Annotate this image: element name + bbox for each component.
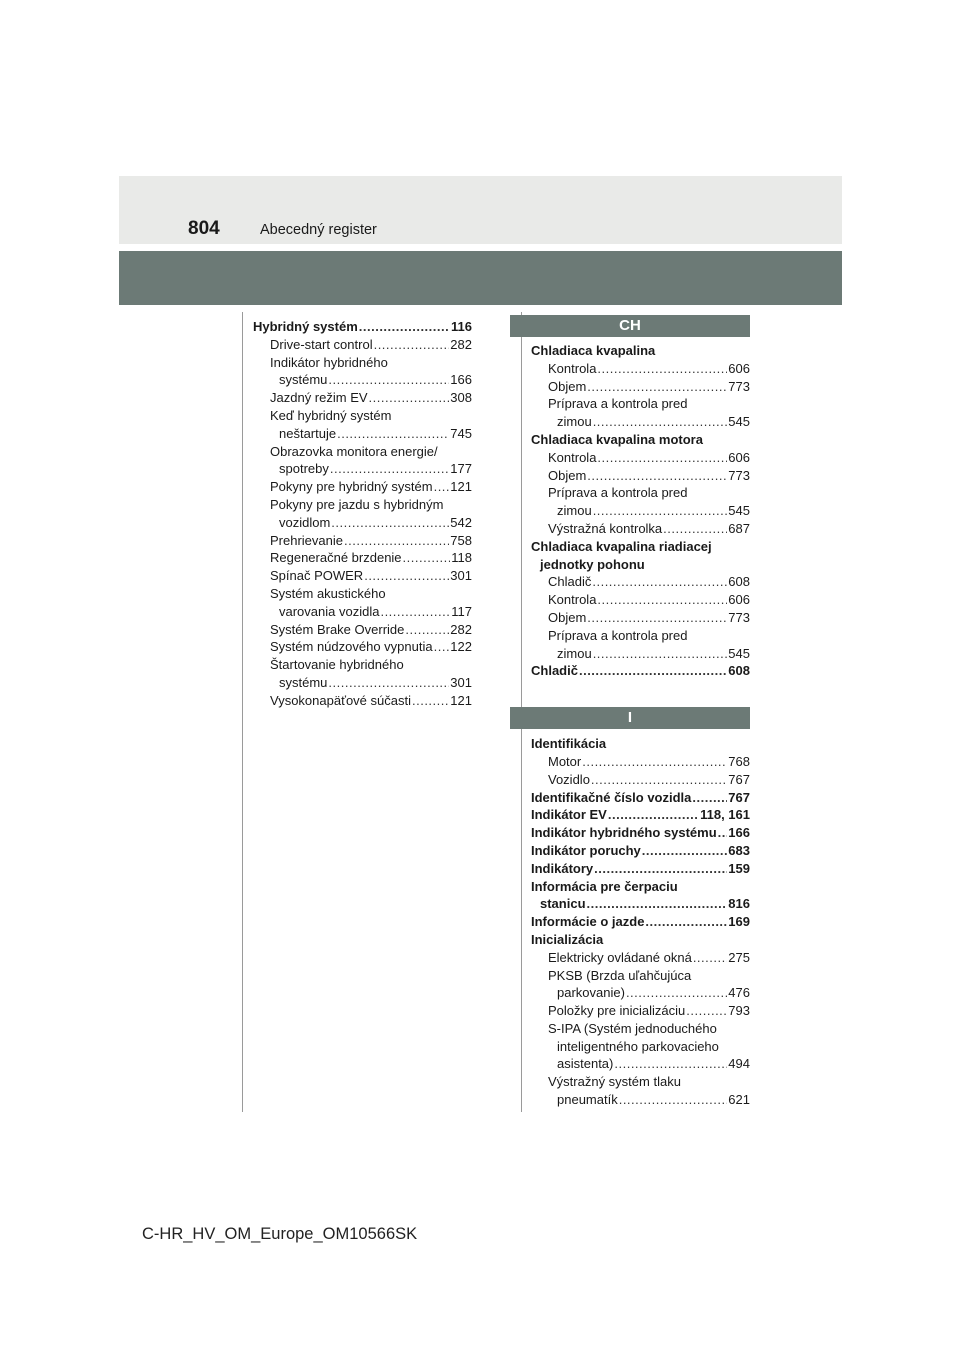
index-entry: [531, 753, 750, 771]
index-entry-page: 177: [450, 461, 472, 477]
index-entry-term: Indikátor poruchy: [531, 842, 641, 858]
index-entry: Obrazovka monitora energie/: [270, 443, 438, 459]
index-entry-term: neštartuje: [279, 425, 337, 441]
index-entry-page: 545: [728, 645, 750, 661]
index-entry-term: Prehrievanie: [270, 532, 343, 548]
index-entry: [531, 1055, 750, 1073]
index-entry: jednotky pohonu: [540, 556, 645, 572]
dot-leader: [434, 638, 450, 656]
index-entry: [253, 514, 472, 532]
index-entry-page: 608: [728, 663, 750, 679]
index-entry-term: stanicu: [540, 896, 586, 912]
dot-leader: [608, 806, 699, 824]
index-entry: [531, 860, 750, 878]
index-entry-page: 116: [451, 319, 472, 334]
index-entry: [253, 389, 472, 407]
dot-leader: [619, 1091, 728, 1109]
dot-leader: [579, 662, 727, 680]
index-entry: [531, 1002, 750, 1020]
index-entry: [531, 949, 750, 967]
dot-leader: [369, 389, 450, 407]
index-entry: [531, 520, 750, 538]
letter-header-i: I: [510, 707, 750, 729]
dot-leader: [663, 520, 727, 538]
index-entry-term: zimou: [557, 503, 592, 519]
dot-leader: [412, 692, 449, 710]
index-entry-page: 121: [450, 692, 472, 708]
index-entry-page: 606: [728, 592, 750, 608]
dot-leader: [587, 895, 728, 913]
index-entry: Indikátor hybridného: [270, 354, 388, 370]
header-band: [119, 176, 842, 244]
index-entry-page: 301: [450, 674, 472, 690]
index-entry: [531, 789, 750, 807]
index-entry: [531, 806, 750, 824]
index-entry: [531, 573, 750, 591]
dot-leader: [692, 789, 727, 807]
dot-leader: [693, 949, 727, 967]
index-entry-page: 767: [728, 771, 750, 787]
index-entry: Výstražný systém tlaku: [548, 1074, 681, 1090]
index-entry: PKSB (Brzda uľahčujúca: [548, 967, 692, 983]
index-entry-page: 169: [728, 914, 750, 930]
index-entry: [531, 591, 750, 609]
index-entry: [531, 609, 750, 627]
dot-leader: [328, 674, 449, 692]
index-entry-page: 773: [728, 378, 750, 394]
index-entry-term: Elektricky ovládané okná: [548, 949, 692, 965]
dot-leader: [587, 467, 727, 485]
index-entry: Príprava a kontrola pred: [548, 485, 688, 501]
dot-leader: [330, 460, 449, 478]
index-column-right: [531, 342, 750, 1109]
index-entry-term: Jazdný režim EV: [270, 390, 368, 406]
dot-leader: [597, 449, 727, 467]
index-entry: [531, 913, 750, 931]
dot-leader: [594, 860, 727, 878]
index-entry-page: 121: [450, 479, 472, 495]
index-entry-page: 301: [450, 568, 472, 584]
index-entry-page: 793: [728, 1003, 750, 1019]
index-entry-term: Chladič: [531, 663, 578, 679]
index-entry: [531, 824, 750, 842]
dot-leader: [597, 360, 727, 378]
index-entry-term: Motor: [548, 753, 582, 769]
index-entry-page: 166: [728, 825, 750, 841]
index-entry: Chladiaca kvapalina: [531, 343, 656, 358]
index-entry-term: Spínač POWER: [270, 568, 364, 584]
dot-leader: [591, 771, 727, 789]
index-entry-term: spotreby: [279, 461, 329, 477]
index-entry-term: Identifikačné číslo vozidla: [531, 789, 692, 805]
index-entry: Chladiaca kvapalina riadiacej: [531, 538, 712, 554]
index-entry-term: Hybridný systém: [253, 319, 358, 334]
index-entry: [253, 532, 472, 550]
index-entry: inteligentného parkovacieho: [557, 1038, 719, 1054]
index-entry-page: 773: [728, 467, 750, 483]
index-entry-term: zimou: [557, 645, 592, 661]
dot-leader: [374, 336, 450, 354]
index-entry-page: 118, 161: [700, 807, 750, 823]
index-entry: Príprava a kontrola pred: [548, 396, 688, 412]
index-entry-term: Pokyny pre hybridný systém: [270, 479, 433, 495]
index-entry: [531, 984, 750, 1002]
header-dark-band: [119, 251, 842, 305]
index-entry-page: 621: [728, 1092, 750, 1108]
index-entry-term: Informácie o jazde: [531, 914, 645, 930]
index-entry-page: 282: [450, 336, 472, 352]
dot-leader: [344, 532, 449, 550]
index-entry-term: Drive-start control: [270, 336, 373, 352]
index-entry-term: Chladič: [548, 574, 592, 590]
index-entry-term: Objem: [548, 378, 587, 394]
index-entry-term: Kontrola: [548, 360, 597, 376]
section-title: Abecedný register: [260, 222, 377, 238]
index-entry: [253, 674, 472, 692]
index-entry: [253, 638, 472, 656]
dot-leader: [331, 514, 449, 532]
index-entry-page: 476: [728, 985, 750, 1001]
dot-leader: [364, 567, 449, 585]
index-entry: [531, 1091, 750, 1109]
index-entry-term: Indikátory: [531, 860, 594, 876]
index-entry-page: 606: [728, 360, 750, 376]
index-entry-page: 166: [450, 372, 472, 388]
index-entry-page: 745: [450, 425, 472, 441]
index-entry-page: 545: [728, 503, 750, 519]
dot-leader: [718, 824, 728, 842]
dot-leader: [328, 371, 449, 389]
index-entry-page: 767: [728, 789, 750, 805]
index-entry: [531, 842, 750, 860]
index-entry: [531, 662, 750, 680]
dot-leader: [626, 984, 727, 1002]
index-entry-term: Indikátor hybridného systému: [531, 825, 717, 841]
index-entry: [531, 413, 750, 431]
dot-leader: [587, 378, 727, 396]
index-entry: Príprava a kontrola pred: [548, 627, 688, 643]
index-entry-page: 773: [728, 609, 750, 625]
index-entry-page: 545: [728, 414, 750, 430]
index-entry-term: Objem: [548, 609, 587, 625]
index-entry-page: 117: [451, 603, 472, 619]
index-entry: [531, 502, 750, 520]
dot-leader: [614, 1055, 727, 1073]
index-entry-page: 768: [728, 753, 750, 769]
dot-leader: [434, 478, 450, 496]
index-entry-page: 542: [450, 514, 472, 530]
index-entry-page: 816: [728, 896, 750, 912]
index-entry-term: Indikátor EV: [531, 807, 607, 823]
index-entry: [253, 371, 472, 389]
index-entry: [253, 336, 472, 354]
index-entry: [531, 467, 750, 485]
index-entry-page: 758: [450, 532, 472, 548]
dot-leader: [645, 913, 727, 931]
index-entry: [531, 895, 750, 913]
index-entry-term: zimou: [557, 414, 592, 430]
left-column-rule: [242, 312, 243, 1112]
index-entry-page: 118: [451, 550, 472, 566]
dot-leader: [359, 318, 450, 336]
dot-leader: [686, 1002, 727, 1020]
index-entry-page: 683: [728, 842, 750, 858]
dot-leader: [593, 502, 728, 520]
index-entry-term: Položky pre inicializáciu: [548, 1003, 686, 1019]
index-entry: Keď hybridný systém: [270, 407, 392, 423]
index-entry-term: Systém Brake Override: [270, 621, 405, 637]
index-entry-term: Systém núdzového vypnutia: [270, 639, 433, 655]
index-entry: Chladiaca kvapalina motora: [531, 431, 703, 447]
index-entry: S-IPA (Systém jednoduchého: [548, 1020, 717, 1036]
index-entry-term: systému: [279, 372, 328, 388]
index-entry-page: 159: [728, 860, 750, 876]
dot-leader: [403, 549, 451, 567]
index-column-left: [253, 318, 472, 710]
index-entry: Inicializácia: [531, 931, 604, 947]
index-entry: [253, 621, 472, 639]
index-entry: Systém akustického: [270, 585, 386, 601]
dot-leader: [380, 603, 450, 621]
index-entry-term: Výstražná kontrolka: [548, 520, 663, 536]
dot-leader: [337, 425, 449, 443]
index-entry-term: Vysokonapäťové súčasti: [270, 692, 411, 708]
dot-leader: [592, 573, 727, 591]
index-entry: [531, 449, 750, 467]
index-entry-term: asistenta): [557, 1056, 614, 1072]
index-entry: [253, 549, 472, 567]
index-entry: [531, 645, 750, 663]
dot-leader: [582, 753, 727, 771]
index-entry-page: 494: [728, 1056, 750, 1072]
index-entry-term: varovania vozidla: [279, 603, 380, 619]
index-entry: [253, 425, 472, 443]
index-entry-term: Objem: [548, 467, 587, 483]
index-entry-term: pneumatík: [557, 1092, 618, 1108]
index-entry: Identifikácia: [531, 736, 607, 752]
index-entry-term: systému: [279, 674, 328, 690]
index-entry: Štartovanie hybridného: [270, 657, 404, 673]
index-entry: [253, 692, 472, 710]
index-entry: [253, 567, 472, 585]
index-entry-page: 275: [728, 949, 750, 965]
dot-leader: [597, 591, 727, 609]
index-entry-page: 606: [728, 449, 750, 465]
page-number: 804: [188, 218, 220, 239]
index-entry-page: 282: [450, 621, 472, 637]
index-entry: [253, 318, 472, 336]
index-entry-term: Vozidlo: [548, 771, 590, 787]
dot-leader: [642, 842, 728, 860]
index-entry: [531, 360, 750, 378]
index-entry-term: Kontrola: [548, 592, 597, 608]
dot-leader: [405, 621, 449, 639]
index-entry-term: vozidlom: [279, 514, 331, 530]
document-code: C-HR_HV_OM_Europe_OM10566SK: [142, 1225, 418, 1243]
index-entry: Pokyny pre jazdu s hybridným: [270, 496, 444, 512]
index-entry: [531, 771, 750, 789]
index-entry-page: 608: [728, 574, 750, 590]
index-entry: [253, 478, 472, 496]
index-entry: [253, 460, 472, 478]
index-entry-term: Regeneračné brzdenie: [270, 550, 402, 566]
index-entry: [253, 603, 472, 621]
index-entry-page: 122: [450, 639, 472, 655]
index-entry: [531, 378, 750, 396]
index-entry-page: 308: [450, 390, 472, 406]
index-entry-page: 687: [728, 520, 750, 536]
dot-leader: [593, 413, 728, 431]
index-entry-term: Kontrola: [548, 449, 597, 465]
index-entry-term: parkovanie): [557, 985, 625, 1001]
dot-leader: [593, 645, 728, 663]
index-entry: Informácia pre čerpaciu: [531, 878, 678, 894]
dot-leader: [587, 609, 727, 627]
letter-header-ch: CH: [510, 315, 750, 337]
